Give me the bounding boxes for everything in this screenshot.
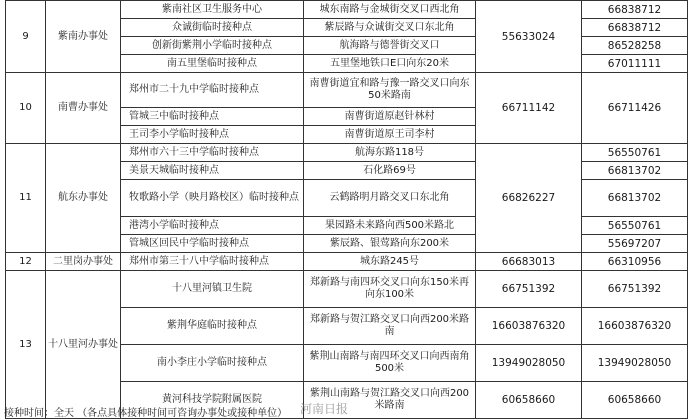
office-phone: 60658660 <box>476 382 582 419</box>
site-phone: 56550761 <box>582 144 688 162</box>
site-name: 郑州市第三十八中学临时接种点 <box>121 253 304 271</box>
site-address: 航海路与德誉街交叉口 <box>304 37 476 55</box>
site-address: 郑新路与南四环交叉口向东150米再向东100米 <box>304 271 476 308</box>
table-row <box>6 73 688 108</box>
site-name: 管城区回民中学临时接种点 <box>121 235 304 253</box>
table-row <box>6 1 688 19</box>
office-phone: 13949028050 <box>476 345 582 382</box>
site-phone: 16603876320 <box>582 308 688 345</box>
site-address: 郑新路与贺江路交叉口向西200米路南 <box>304 308 476 345</box>
office-name: 南曹办事处 <box>46 73 121 144</box>
site-address: 石化路69号 <box>304 162 476 180</box>
site-name: 郑州市六十三中学临时接种点 <box>121 144 304 162</box>
site-phone: 13949028050 <box>582 345 688 382</box>
site-address: 南曹街道原王司李村 <box>304 126 476 144</box>
office-name: 航东办事处 <box>46 144 121 253</box>
site-phone: 66838712 <box>582 1 688 19</box>
row-number: 11 <box>6 144 46 253</box>
site-address: 紫荆山南路与南四环交叉口向西南角500米 <box>304 345 476 382</box>
row-number: 10 <box>6 73 46 144</box>
site-phone: 66813702 <box>582 162 688 180</box>
site-name: 紫荆华庭临时接种点 <box>121 308 304 345</box>
row-number: 9 <box>6 1 46 73</box>
site-phone: 66838712 <box>582 19 688 37</box>
site-name: 管城三中临时接种点 <box>121 108 304 126</box>
row-number: 12 <box>6 253 46 271</box>
table-row <box>6 271 688 308</box>
site-phone: 66310956 <box>582 253 688 271</box>
site-address: 紫辰路与众诚街交叉口东北角 <box>304 19 476 37</box>
site-name: 港湾小学临时接种点 <box>121 217 304 235</box>
site-phone: 86528258 <box>582 37 688 55</box>
site-name: 紫南社区卫生服务中心 <box>121 1 304 19</box>
site-address: 南曹街道宜和路与豫一路交叉口向东50米路南 <box>304 73 476 108</box>
vaccination-sites-table <box>5 0 688 419</box>
office-phone: 16603876320 <box>476 308 582 345</box>
site-address: 果园路未来路向西500米路北 <box>304 217 476 235</box>
site-name: 黄河科技学院附属医院 <box>121 382 304 419</box>
site-name: 郑州市二十九中学临时接种点 <box>121 73 304 108</box>
site-name: 创新街紫荆小学临时接种点 <box>121 37 304 55</box>
watermark: 河南日报 <box>300 402 349 416</box>
site-address: 云鹤路明月路交叉口东北角 <box>304 180 476 217</box>
site-address: 城东南路与金城街交叉口西北角 <box>304 1 476 19</box>
footer-note: 接种时间：全天 （各点具体接种时间可咨询办事处或接种单位） <box>4 408 288 419</box>
office-name: 紫南办事处 <box>46 1 121 73</box>
office-name: 十八里河办事处 <box>46 271 121 419</box>
site-address: 航海东路118号 <box>304 144 476 162</box>
site-phone: 60658660 <box>582 382 688 419</box>
office-phone: 66826227 <box>476 144 582 253</box>
site-address: 城东路245号 <box>304 253 476 271</box>
site-name: 南五里堡临时接种点 <box>121 55 304 73</box>
office-phone: 66751392 <box>476 271 582 308</box>
site-address: 五里堡地铁口E口向东20米 <box>304 55 476 73</box>
site-phone: 66813702 <box>582 180 688 217</box>
office-phone: 66711142 <box>476 73 582 144</box>
site-phone: 55697207 <box>582 235 688 253</box>
site-address: 紫辰路、银莺路向东200米 <box>304 235 476 253</box>
site-address: 紫荆山南路与贺江路交叉口向西200米路南 <box>304 382 476 419</box>
office-name: 二里岗办事处 <box>46 253 121 271</box>
site-name: 众诚街临时接种点 <box>121 19 304 37</box>
row-number: 13 <box>6 271 46 419</box>
site-name: 十八里河镇卫生院 <box>121 271 304 308</box>
table-row <box>6 144 688 162</box>
site-address: 南曹街道原赵针林村 <box>304 108 476 126</box>
site-phone: 66711426 <box>582 73 688 144</box>
site-name: 牧歌路小学（映月路校区）临时接种点 <box>121 180 304 217</box>
site-name: 王司李小学临时接种点 <box>121 126 304 144</box>
site-phone: 56550761 <box>582 217 688 235</box>
site-name: 南小李庄小学临时接种点 <box>121 345 304 382</box>
table-row <box>6 253 688 271</box>
office-phone: 66683013 <box>476 253 582 271</box>
office-phone: 55633024 <box>476 1 582 73</box>
site-name: 美景天城临时接种点 <box>121 162 304 180</box>
site-phone: 66751392 <box>582 271 688 308</box>
site-phone: 67011111 <box>582 55 688 73</box>
